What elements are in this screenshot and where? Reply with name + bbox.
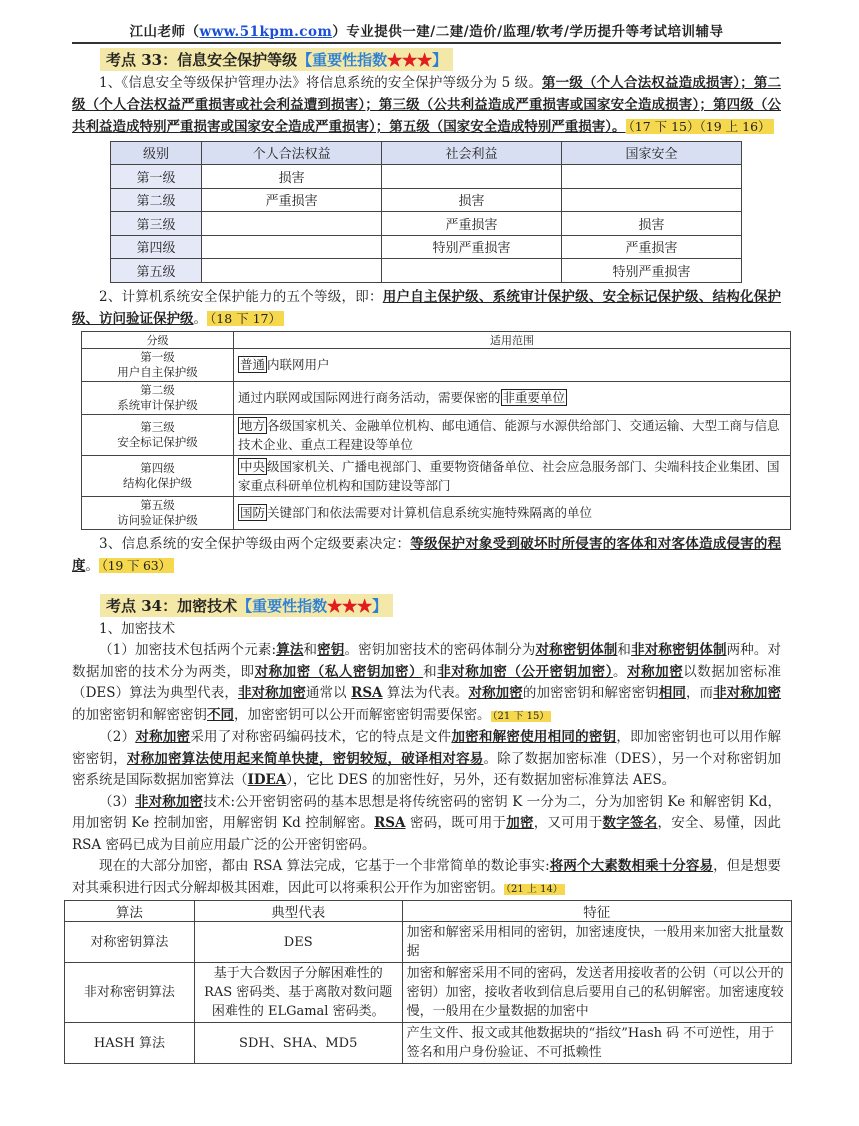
table-cell bbox=[562, 188, 742, 212]
table-cell: HASH 算法 bbox=[65, 1023, 195, 1064]
text-run: 和 bbox=[423, 663, 438, 680]
scope-cell bbox=[234, 381, 791, 414]
table-cell: 非对称密钥算法 bbox=[65, 963, 195, 1023]
header-text: 江山老师（ bbox=[129, 24, 200, 40]
text-run: ，又可用于 bbox=[533, 815, 603, 831]
table-cell: 严重损害 bbox=[202, 188, 382, 212]
text-run: 采用了对称密码编码技术，它的特点是文件 bbox=[190, 729, 452, 745]
paragraph-capability: 2、计算机系统安全保护能力的五个等级，即：用户自主保护级、系统审计保护级、安全标记保护级、结构化保护级、访问验证保护级。 （18 下 17） bbox=[72, 288, 782, 327]
table-cell: 特别严重损害 bbox=[562, 259, 742, 283]
table-row bbox=[65, 963, 792, 1023]
level-number: 第四级 bbox=[140, 460, 175, 475]
paragraph-encryption-elements bbox=[72, 640, 781, 727]
paragraph-levels: 1、《信息安全等级保护管理办法》将信息系统的安全保护等级分为 5 级。第一级（个人合法权益造成损害）；第二级（个人合法权益严重损害或社会利益遭到损害）；第三级（公共利益造成严重损害或国家安全造成损害）；第四级（公共利益造成特别严重损害或国家安全造成严重损害）；第五级（国家安全造成特别严重损害）。 （17 下 15）（19 上 16） bbox=[72, 75, 781, 135]
table-row bbox=[65, 1023, 792, 1064]
level-cell bbox=[82, 414, 234, 455]
text-run: 和 bbox=[303, 642, 318, 658]
text-run: 现在的大部分加密，都由 RSA 算法完成，它基于一个非常简单的数论事实: bbox=[99, 858, 550, 874]
scope-text: 级国家机关、广播电视部门、重要物资储备单位、社会应急服务部门、尖端科技企业集团、国家重点科研单位机构和国防建设等部门 bbox=[238, 458, 780, 493]
scope-cell bbox=[234, 348, 791, 381]
table-row bbox=[111, 235, 742, 259]
table-cell: 特别严重损害 bbox=[382, 235, 562, 259]
keyword: 数字签名 bbox=[602, 815, 658, 831]
keyword: 对称加密 bbox=[135, 729, 191, 745]
table-row bbox=[82, 348, 791, 381]
keyword: 对称密钥体制 bbox=[535, 642, 618, 658]
section-34-title: 考点 34：加密技术【重要性指数★★★】 bbox=[100, 594, 393, 617]
keyword: RSA bbox=[351, 685, 383, 701]
text-run: 。除了数据加密标准（DES），另一个对称密钥加密系统是国际数据加密算法（ bbox=[72, 750, 782, 788]
scope-text: 各级国家机关、金融单位机构、邮电通信、能源与水源供给部门、交通运输、大型工商与信息技术企业、重点工程建设等单位 bbox=[238, 417, 780, 452]
table-row bbox=[65, 922, 792, 963]
level-cell bbox=[82, 348, 234, 381]
keyword: 对称加密 bbox=[627, 663, 684, 680]
column-header: 级别 bbox=[111, 141, 202, 165]
table-row bbox=[82, 414, 791, 455]
level-cell bbox=[82, 381, 234, 414]
level-name: 安全标记保护级 bbox=[117, 434, 198, 449]
text-run: （3） bbox=[99, 793, 135, 810]
keyword: IDEA bbox=[247, 772, 287, 788]
paragraph-rsa bbox=[72, 856, 781, 900]
column-header: 国家安全 bbox=[562, 141, 742, 165]
column-header: 特征 bbox=[402, 901, 791, 922]
keyword: 非对称加密 bbox=[237, 685, 306, 701]
table-cell bbox=[202, 259, 382, 283]
level-number: 第三级 bbox=[140, 419, 175, 434]
exam-ref: （17 下 15）（19 上 16） bbox=[626, 119, 774, 134]
scope-cell bbox=[234, 455, 791, 496]
scope-text: 关键部门和依法需要对计算机信息系统实施特殊隔离的单位 bbox=[267, 505, 593, 520]
star-rating: ★★★ bbox=[387, 51, 433, 69]
table-row bbox=[111, 188, 742, 212]
text-run: 两种。对数据加密的技术分为两类，即 bbox=[72, 642, 782, 680]
table-cell: 损害 bbox=[562, 212, 742, 236]
text-run: ，即加密密钥也可以用作解密密钥， bbox=[72, 729, 782, 767]
exam-ref: （19 下 63） bbox=[99, 558, 174, 573]
keyword: 非对称密钥体制 bbox=[631, 642, 727, 658]
table-cell: 第二级 bbox=[111, 188, 202, 212]
keyword: 相同 bbox=[658, 685, 686, 701]
text-run: 。密钥加密技术的密码体制分为 bbox=[344, 642, 536, 658]
page-header bbox=[72, 0, 781, 44]
table-cell: 基于大合数因子分解困难性的 RAS 密码类、基于离散对数问题困难性的 ELGamal 密码类。 bbox=[194, 963, 402, 1023]
keyword: RSA bbox=[374, 815, 406, 831]
paragraph-factors: 3、信息系统的安全保护等级由两个定级要素决定：等级保护对象受到破坏时所侵害的客体和对客体造成侵害的程度。 （19 下 63） bbox=[72, 535, 781, 574]
column-header: 分级 bbox=[82, 331, 234, 348]
paragraph-symmetric bbox=[72, 727, 781, 792]
level-number: 第五级 bbox=[140, 497, 175, 512]
header-text-2: ）专业提供一建/二建/造价/监理/软考/学历提升等考试培训辅导 bbox=[332, 24, 724, 40]
scope-keyword: 国防 bbox=[240, 505, 266, 520]
keyword: 加密和解密使用相同的密钥 bbox=[451, 729, 617, 745]
table-row bbox=[82, 381, 791, 414]
scope-keyword: 地方 bbox=[240, 417, 266, 433]
table-cell: 第三级 bbox=[111, 212, 202, 236]
table-cell: 加密和解密采用相同的密钥，加密速度快，一般用来加密大批量数据 bbox=[402, 922, 791, 963]
exam-ref: （18 下 17） bbox=[207, 311, 284, 326]
table-cell: 损害 bbox=[382, 188, 562, 212]
column-header: 社会利益 bbox=[382, 141, 562, 165]
subsection-heading: 1、加密技术 bbox=[99, 620, 176, 637]
column-header: 典型代表 bbox=[194, 901, 402, 922]
table-cell bbox=[202, 212, 382, 236]
level-name: 用户自主保护级 bbox=[117, 364, 198, 379]
text-run: ，加密密钥可以公开而解密密钥需要保密。 bbox=[234, 706, 491, 723]
star-rating: ★★★ bbox=[327, 596, 373, 615]
text-run: 密码，既可用于 bbox=[405, 815, 507, 831]
text-run: ），它比 DES 的加密性好，另外，还有数据加密标准算法 AES。 bbox=[286, 772, 676, 788]
keyword: 不同 bbox=[207, 706, 234, 723]
keyword: 将两个大素数相乘十分容易 bbox=[549, 858, 714, 874]
text-run: 和 bbox=[617, 642, 632, 658]
table-cell: 第四级 bbox=[111, 235, 202, 259]
scope-keyword: 非重要单位 bbox=[502, 390, 566, 405]
table-row bbox=[82, 455, 791, 496]
scope-keyword: 中央 bbox=[240, 458, 266, 474]
table-cell bbox=[382, 165, 562, 189]
column-header: 算法 bbox=[65, 901, 195, 922]
keyword: 非对称加密 bbox=[135, 793, 204, 810]
table-cell: SDH、SHA、MD5 bbox=[194, 1023, 402, 1064]
keyword: 非对称加密 bbox=[713, 685, 782, 701]
table-row bbox=[111, 259, 742, 283]
keyword: 密钥 bbox=[317, 642, 345, 658]
exam-ref: （21 上 14） bbox=[506, 883, 563, 895]
table-cell: 严重损害 bbox=[562, 235, 742, 259]
keyword: 算法 bbox=[276, 642, 304, 658]
algorithm-table bbox=[64, 900, 792, 1064]
table-header-row bbox=[111, 141, 742, 165]
levels-table bbox=[110, 141, 742, 283]
table-cell: 对称密钥算法 bbox=[65, 922, 195, 963]
level-number: 第二级 bbox=[140, 382, 175, 397]
website-link[interactable]: www.51kpm.com bbox=[199, 24, 333, 40]
text-run: ，而 bbox=[685, 685, 714, 701]
section-33-title: 考点 33：信息安全保护等级【重要性指数★★★】 bbox=[100, 48, 453, 71]
keyword: 加密 bbox=[506, 815, 534, 831]
paragraph-asymmetric bbox=[72, 792, 781, 857]
table-row bbox=[111, 212, 742, 236]
exam-ref: （21 下 15） bbox=[492, 710, 550, 722]
text-run: 。 bbox=[613, 663, 628, 680]
level-number: 第一级 bbox=[140, 349, 175, 364]
table-cell: 产生文件、报文或其他数据块的“指纹”Hash 码 不可逆性，用于签名和用户身份验证、不可抵赖性 bbox=[402, 1023, 791, 1064]
text-run: （2） bbox=[99, 729, 136, 745]
table-row bbox=[82, 496, 791, 529]
text-run: 的加密密钥和解密密钥 bbox=[522, 685, 659, 701]
level-name: 结构化保护级 bbox=[123, 475, 192, 490]
text-run: （1）加密技术包括两个元素: bbox=[99, 642, 277, 658]
table-cell: 损害 bbox=[202, 165, 382, 189]
level-cell bbox=[82, 455, 234, 496]
table-header-row bbox=[65, 901, 792, 922]
table-cell: DES bbox=[194, 922, 402, 963]
text-run: 的加密密钥和解密密钥 bbox=[72, 706, 207, 723]
table-header-row bbox=[82, 331, 791, 348]
keyword: 对称加密 bbox=[468, 685, 523, 701]
text-run: 通常以 bbox=[305, 685, 352, 701]
level-name: 访问验证保护级 bbox=[117, 512, 198, 527]
scope-text: 内联网用户 bbox=[267, 357, 330, 372]
level-name: 系统审计保护级 bbox=[117, 397, 198, 412]
table-cell: 加密和解密采用不同的密码，发送者用接收者的公钥（可以公开的密钥）加密，接收者收到信息后要用自己的私钥解密。加密速度较慢，一般用在少量数据的加密中 bbox=[402, 963, 791, 1023]
level-cell bbox=[82, 496, 234, 529]
scope-text: 通过内联网或国际网进行商务活动，需要保密的 bbox=[238, 390, 501, 405]
protection-levels-table bbox=[81, 331, 791, 530]
table-cell bbox=[382, 259, 562, 283]
table-row bbox=[111, 165, 742, 189]
text-run: ，但是想要对其乘积进行因式分解却极其困难，因此可以将乘积公开作为加密密钥。 bbox=[72, 858, 782, 896]
keyword: 对称加密算法使用起来简单快捷，密钥较短，破译相对容易 bbox=[126, 750, 484, 767]
scope-cell bbox=[234, 414, 791, 455]
scope-keyword: 普通 bbox=[240, 357, 266, 372]
text-run: 技术:公开密钥密码的基本思想是将传统密码的密钥 K 一分为二，分为加密钥 Ke 和解密钥 Kd，用加密钥 Ke 控制加密，用解密钥 Kd 控制解密。 bbox=[72, 793, 782, 831]
table-cell: 第一级 bbox=[111, 165, 202, 189]
column-header: 个人合法权益 bbox=[202, 141, 382, 165]
keyword: 非对称加密（公开密钥加密） bbox=[437, 663, 614, 680]
table-cell: 第五级 bbox=[111, 259, 202, 283]
table-cell bbox=[202, 235, 382, 259]
text-run: 以数据加密标准（DES）算法为典型代表， bbox=[72, 663, 782, 701]
scope-cell bbox=[234, 496, 791, 529]
text-run: ，安全、易懂，因此 RSA 密码已成为目前应用最广泛的公开密钥密码。 bbox=[72, 815, 782, 853]
keyword: 对称加密（私人密钥加密） bbox=[254, 663, 424, 680]
table-cell bbox=[562, 165, 742, 189]
column-header: 适用范围 bbox=[234, 331, 791, 348]
text-run: 算法为代表。 bbox=[382, 685, 469, 701]
table-cell: 严重损害 bbox=[382, 212, 562, 236]
